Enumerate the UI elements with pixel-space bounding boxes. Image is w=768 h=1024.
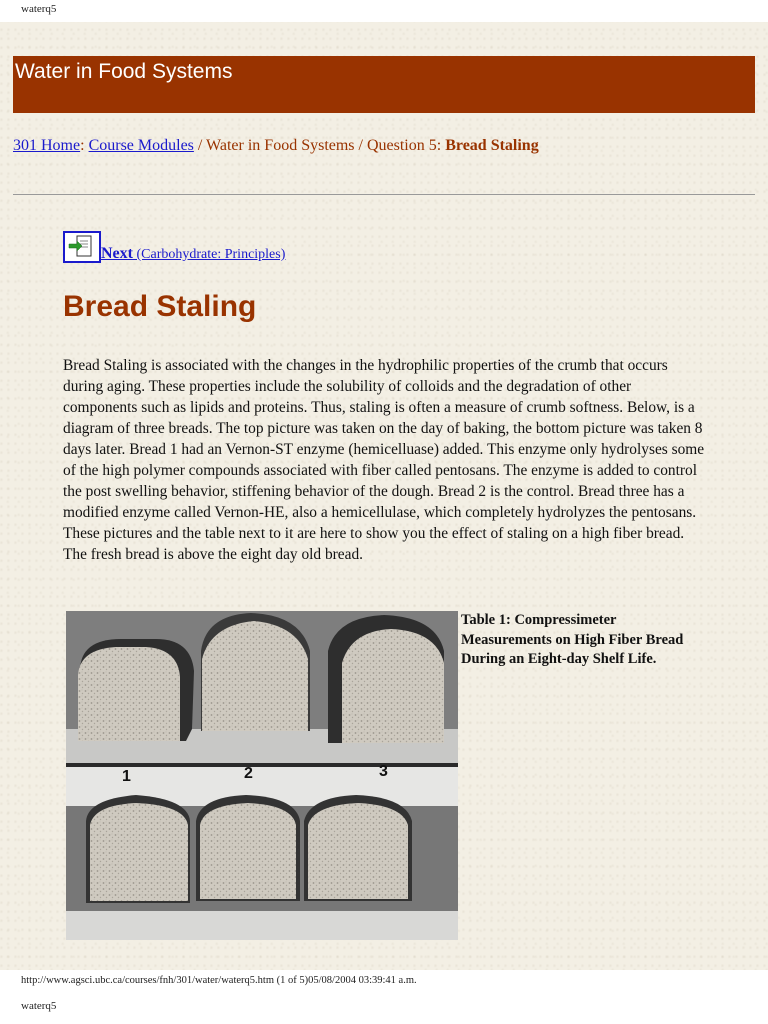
- photo-label-1: 1: [122, 768, 131, 785]
- next-subtitle[interactable]: (Carbohydrate: Principles): [132, 247, 286, 262]
- breadcrumb-current: Bread Staling: [445, 137, 539, 154]
- photo-label-3: 3: [379, 763, 388, 780]
- banner-title: Water in Food Systems: [15, 60, 233, 83]
- divider: [13, 194, 755, 195]
- table-caption: Table 1: Compressimeter Measurements on High Fiber Bread During an Eight-day Shelf Life.: [461, 612, 684, 667]
- footer-page-name: waterq5: [21, 1000, 57, 1012]
- footer-url: http://www.agsci.ubc.ca/courses/fnh/301/water/waterq5.htm (1 of 5)05/08/2004 03:39:41 a.m.: [21, 975, 417, 986]
- next-nav[interactable]: [63, 231, 285, 263]
- next-page-icon[interactable]: [63, 231, 101, 263]
- breadcrumb-separator: :: [80, 137, 89, 154]
- bread-photo: [66, 611, 458, 940]
- page-title: Bread Staling: [63, 290, 257, 323]
- title-banner: [13, 56, 755, 113]
- body-paragraph: Bread Staling is associated with the changes in the hydrophilic properties of the crumb that occurs during aging. These properties include the solubility of colloids and the degradation of other components such as lipids and proteins. Thus, staling is often a measure of crumb softness. Below, is a diagram of three breads. The top picture was taken on the day of baking, the bottom picture was taken 8 days later. Bread 1 had an Vernon-ST enzyme (hemicelluase) added. This enzyme only hydrolyses some of the high polymer compounds associated with fiber called pentosans. The enzyme is added to control the post swelling behavior, stiffening behavior of the dough. Bread 2 is the control. Bread three has a modified enzyme called Vernon-HE, also a hemicellulase, which completely hydrolyzes the pentosans. These pictures and the table next to it are here to show you the effect of staling on a high fiber bread. The fresh bread is above the eight day old bread.: [63, 357, 705, 563]
- breadcrumb-path: / Water in Food Systems / Question 5:: [193, 137, 446, 154]
- breadcrumb: [13, 137, 539, 155]
- page-header-strip: [0, 0, 768, 22]
- next-link[interactable]: [101, 245, 285, 262]
- photo-label-2: 2: [244, 765, 253, 782]
- breadcrumb-modules-link[interactable]: Course Modules: [88, 137, 194, 154]
- breadcrumb-home-link[interactable]: 301 Home: [13, 137, 81, 154]
- page-header-text: waterq5: [21, 3, 57, 15]
- next-label[interactable]: Next: [101, 245, 133, 262]
